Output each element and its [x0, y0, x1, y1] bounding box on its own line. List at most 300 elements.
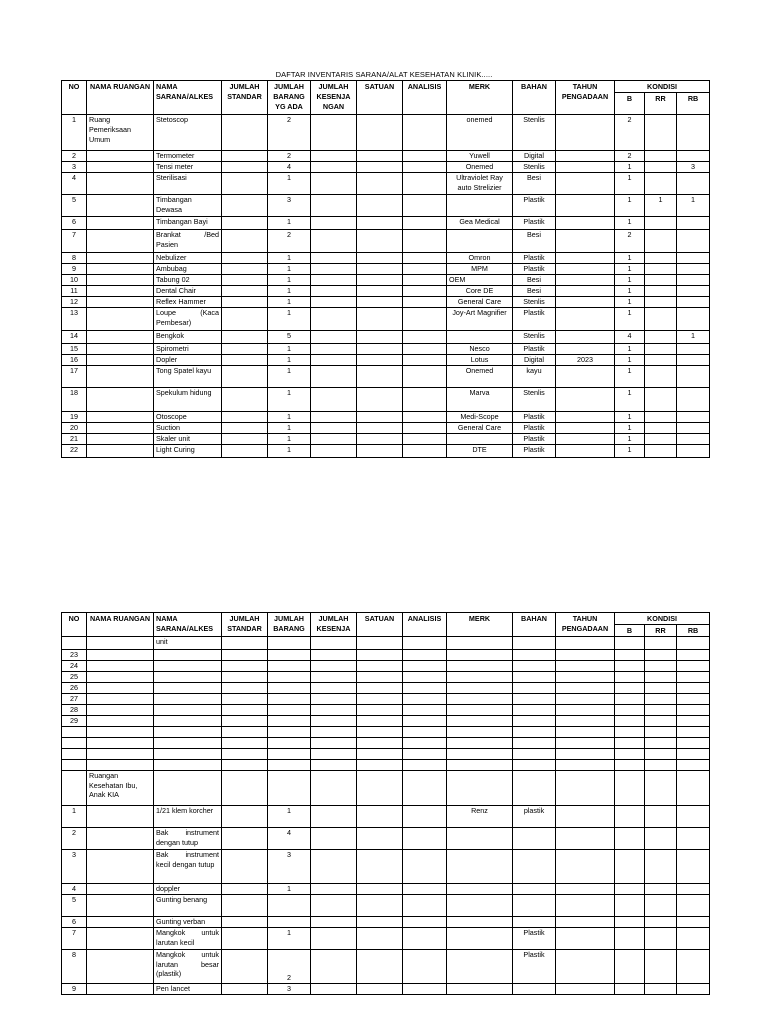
cell-nama-ruangan	[87, 682, 154, 693]
cell-kondisi-b	[615, 715, 645, 726]
cell-jumlah-kesenjangan	[311, 445, 357, 458]
cell-tahun: 2023	[556, 355, 615, 366]
cell-jumlah-standar	[222, 355, 268, 366]
cell-merk: Medi-Scope	[447, 412, 513, 423]
cell-bahan	[513, 671, 556, 682]
cell-tahun	[556, 748, 615, 759]
cell-jumlah-standar	[222, 704, 268, 715]
cell-nama-ruangan	[87, 693, 154, 704]
cell-kondisi-rr	[645, 916, 677, 927]
cell-merk: OEM	[447, 275, 513, 286]
cell-nama-alkes: Gunting benang	[154, 894, 222, 916]
table-row	[62, 412, 710, 423]
cell-kondisi-rr	[645, 827, 677, 849]
header-analisis: ANALISIS	[403, 613, 447, 637]
cell-kondisi-b: 1	[615, 162, 645, 173]
cell-nama-alkes: Brankat /Bed Pasien	[154, 230, 222, 253]
cell-jumlah-kesenjangan	[311, 412, 357, 423]
cell-analisis	[403, 445, 447, 458]
cell-jumlah-standar	[222, 275, 268, 286]
header-bahan: BAHAN	[513, 81, 556, 115]
cell-merk	[447, 660, 513, 671]
cell-jumlah-barang	[268, 759, 311, 770]
cell-no: 14	[62, 331, 87, 344]
cell-tahun	[556, 412, 615, 423]
cell-jumlah-standar	[222, 805, 268, 827]
table-row	[62, 217, 710, 230]
cell-nama-alkes: Sterilisasi	[154, 173, 222, 195]
cell-kondisi-b	[615, 805, 645, 827]
cell-nama-alkes: Loupe (Kaca Pembesar)	[154, 308, 222, 331]
header-tahun-pengadaan: TAHUN PENGADAAN	[556, 613, 615, 637]
cell-analisis	[403, 308, 447, 331]
cell-analisis	[403, 355, 447, 366]
cell-tahun	[556, 983, 615, 994]
cell-jumlah-standar	[222, 344, 268, 355]
cell-kondisi-b: 4	[615, 331, 645, 344]
cell-nama-alkes	[154, 770, 222, 805]
cell-jumlah-kesenjangan	[311, 217, 357, 230]
cell-tahun	[556, 649, 615, 660]
cell-analisis	[403, 423, 447, 434]
cell-no	[62, 748, 87, 759]
cell-merk	[447, 195, 513, 217]
cell-merk	[447, 748, 513, 759]
cell-tahun	[556, 827, 615, 849]
cell-no: 26	[62, 682, 87, 693]
cell-satuan	[357, 927, 403, 949]
cell-kondisi-rb: 1	[677, 331, 710, 344]
cell-nama-ruangan	[87, 297, 154, 308]
table-row	[62, 671, 710, 682]
cell-kondisi-rr	[645, 217, 677, 230]
cell-no: 4	[62, 173, 87, 195]
cell-merk: Onemed	[447, 366, 513, 388]
cell-analisis	[403, 949, 447, 983]
cell-jumlah-standar	[222, 927, 268, 949]
table-row	[62, 344, 710, 355]
cell-nama-ruangan	[87, 704, 154, 715]
table-row	[62, 805, 710, 827]
cell-kondisi-b: 1	[615, 308, 645, 331]
cell-kondisi-rb	[677, 445, 710, 458]
cell-jumlah-standar	[222, 737, 268, 748]
cell-nama-ruangan	[87, 748, 154, 759]
cell-nama-ruangan	[87, 894, 154, 916]
cell-bahan: Plastik	[513, 445, 556, 458]
cell-nama-ruangan	[87, 849, 154, 883]
cell-jumlah-kesenjangan	[311, 344, 357, 355]
header-no: NO	[62, 81, 87, 115]
cell-kondisi-b: 1	[615, 366, 645, 388]
cell-kondisi-rr	[645, 297, 677, 308]
cell-jumlah-standar	[222, 649, 268, 660]
table-row	[62, 682, 710, 693]
table-row	[62, 355, 710, 366]
cell-kondisi-rb	[677, 805, 710, 827]
cell-satuan	[357, 264, 403, 275]
cell-merk: Core DE	[447, 286, 513, 297]
cell-merk	[447, 983, 513, 994]
cell-jumlah-standar	[222, 366, 268, 388]
cell-tahun	[556, 770, 615, 805]
cell-kondisi-rr	[645, 759, 677, 770]
cell-kondisi-rb	[677, 115, 710, 151]
cell-satuan	[357, 693, 403, 704]
cell-tahun	[556, 726, 615, 737]
cell-jumlah-standar	[222, 682, 268, 693]
cell-no	[62, 737, 87, 748]
cell-kondisi-b	[615, 660, 645, 671]
cell-kondisi-rb	[677, 894, 710, 916]
cell-jumlah-standar	[222, 894, 268, 916]
cell-nama-alkes: Mangkok untuk larutan besar (plastik)	[154, 949, 222, 983]
cell-kondisi-b	[615, 927, 645, 949]
cell-jumlah-kesenjangan	[311, 770, 357, 805]
cell-nama-ruangan	[87, 355, 154, 366]
cell-no: 19	[62, 412, 87, 423]
cell-kondisi-rb	[677, 682, 710, 693]
cell-kondisi-b: 1	[615, 412, 645, 423]
cell-satuan	[357, 916, 403, 927]
header-jumlah-barang: JUMLAH BARANG	[268, 613, 311, 637]
cell-analisis	[403, 151, 447, 162]
table-row	[62, 423, 710, 434]
cell-kondisi-b: 1	[615, 195, 645, 217]
cell-kondisi-rr	[645, 286, 677, 297]
cell-jumlah-barang	[268, 770, 311, 805]
cell-nama-alkes: Spirometri	[154, 344, 222, 355]
header-jumlah-standar: JUMLAH STANDAR	[222, 613, 268, 637]
table-row	[62, 388, 710, 412]
cell-satuan	[357, 849, 403, 883]
cell-no: 1	[62, 115, 87, 151]
cell-jumlah-standar	[222, 173, 268, 195]
cell-analisis	[403, 297, 447, 308]
cell-no: 5	[62, 894, 87, 916]
cell-jumlah-kesenjangan	[311, 748, 357, 759]
cell-analisis	[403, 894, 447, 916]
cell-no	[62, 636, 87, 649]
cell-analisis	[403, 366, 447, 388]
cell-kondisi-rb	[677, 636, 710, 649]
cell-nama-ruangan	[87, 737, 154, 748]
cell-merk	[447, 894, 513, 916]
cell-kondisi-b	[615, 649, 645, 660]
cell-merk: General Care	[447, 297, 513, 308]
cell-tahun	[556, 423, 615, 434]
cell-kondisi-b	[615, 737, 645, 748]
cell-kondisi-rb	[677, 366, 710, 388]
cell-merk: Yuwell	[447, 151, 513, 162]
cell-merk: General Care	[447, 423, 513, 434]
cell-kondisi-b	[615, 983, 645, 994]
cell-jumlah-standar	[222, 388, 268, 412]
cell-kondisi-rb	[677, 759, 710, 770]
cell-jumlah-standar	[222, 217, 268, 230]
cell-bahan: Digital	[513, 355, 556, 366]
cell-nama-alkes	[154, 660, 222, 671]
cell-jumlah-barang: 1	[268, 355, 311, 366]
cell-satuan	[357, 275, 403, 286]
cell-kondisi-rb	[677, 275, 710, 286]
cell-kondisi-b: 1	[615, 173, 645, 195]
cell-tahun	[556, 308, 615, 331]
cell-jumlah-standar	[222, 693, 268, 704]
cell-analisis	[403, 726, 447, 737]
cell-jumlah-standar	[222, 827, 268, 849]
cell-jumlah-standar	[222, 715, 268, 726]
cell-bahan: Digital	[513, 151, 556, 162]
cell-kondisi-b	[615, 894, 645, 916]
header-kondisi: KONDISI	[615, 613, 710, 625]
cell-jumlah-standar	[222, 412, 268, 423]
cell-bahan: Stenlis	[513, 115, 556, 151]
cell-jumlah-barang	[268, 715, 311, 726]
table-row	[62, 115, 710, 151]
cell-nama-ruangan	[87, 434, 154, 445]
cell-no: 12	[62, 297, 87, 308]
cell-kondisi-rb	[677, 434, 710, 445]
cell-no: 24	[62, 660, 87, 671]
cell-satuan	[357, 434, 403, 445]
cell-nama-ruangan	[87, 308, 154, 331]
cell-kondisi-rr	[645, 883, 677, 894]
cell-kondisi-rb	[677, 297, 710, 308]
cell-kondisi-rb	[677, 649, 710, 660]
cell-tahun	[556, 173, 615, 195]
cell-satuan	[357, 805, 403, 827]
cell-jumlah-kesenjangan	[311, 983, 357, 994]
header-kondisi-rr: RR	[645, 93, 677, 115]
cell-bahan	[513, 660, 556, 671]
cell-merk: Renz	[447, 805, 513, 827]
cell-satuan	[357, 671, 403, 682]
cell-bahan	[513, 883, 556, 894]
cell-kondisi-rb	[677, 715, 710, 726]
cell-merk	[447, 770, 513, 805]
cell-satuan	[357, 412, 403, 423]
cell-jumlah-kesenjangan	[311, 355, 357, 366]
cell-satuan	[357, 770, 403, 805]
cell-nama-ruangan	[87, 388, 154, 412]
cell-jumlah-barang: 3	[268, 195, 311, 217]
table-row	[62, 660, 710, 671]
cell-satuan	[357, 217, 403, 230]
cell-tahun	[556, 275, 615, 286]
cell-jumlah-kesenjangan	[311, 671, 357, 682]
cell-kondisi-b	[615, 849, 645, 883]
cell-analisis	[403, 927, 447, 949]
cell-satuan	[357, 423, 403, 434]
cell-satuan	[357, 983, 403, 994]
cell-tahun	[556, 331, 615, 344]
table-row	[62, 770, 710, 805]
cell-kondisi-rb	[677, 748, 710, 759]
cell-jumlah-kesenjangan	[311, 759, 357, 770]
cell-tahun	[556, 162, 615, 173]
cell-nama-ruangan	[87, 264, 154, 275]
cell-nama-ruangan	[87, 331, 154, 344]
cell-analisis	[403, 759, 447, 770]
cell-kondisi-rr	[645, 682, 677, 693]
cell-tahun	[556, 366, 615, 388]
table-body-page-1	[62, 115, 710, 458]
cell-bahan	[513, 770, 556, 805]
cell-jumlah-standar	[222, 849, 268, 883]
table-row	[62, 173, 710, 195]
cell-kondisi-b	[615, 827, 645, 849]
cell-kondisi-rr	[645, 894, 677, 916]
cell-nama-ruangan	[87, 660, 154, 671]
cell-nama-alkes: unit	[154, 636, 222, 649]
cell-jumlah-barang: 1	[268, 253, 311, 264]
cell-kondisi-rb	[677, 151, 710, 162]
cell-kondisi-rr	[645, 412, 677, 423]
cell-satuan	[357, 195, 403, 217]
cell-jumlah-barang: 1	[268, 217, 311, 230]
cell-kondisi-rb: 3	[677, 162, 710, 173]
cell-analisis	[403, 253, 447, 264]
cell-jumlah-standar	[222, 748, 268, 759]
header-kondisi-b: B	[615, 625, 645, 637]
cell-kondisi-rr	[645, 151, 677, 162]
cell-jumlah-barang	[268, 726, 311, 737]
cell-tahun	[556, 894, 615, 916]
cell-jumlah-standar	[222, 983, 268, 994]
cell-jumlah-standar	[222, 759, 268, 770]
cell-no: 7	[62, 230, 87, 253]
cell-tahun	[556, 916, 615, 927]
cell-jumlah-kesenjangan	[311, 916, 357, 927]
cell-nama-alkes: Nebulizer	[154, 253, 222, 264]
cell-satuan	[357, 297, 403, 308]
cell-jumlah-standar	[222, 230, 268, 253]
cell-kondisi-rb	[677, 230, 710, 253]
cell-tahun	[556, 693, 615, 704]
cell-bahan: Besi	[513, 173, 556, 195]
cell-nama-alkes: Termometer	[154, 151, 222, 162]
cell-bahan: Plastik	[513, 195, 556, 217]
header-kondisi-rb: RB	[677, 625, 710, 637]
cell-jumlah-barang	[268, 660, 311, 671]
cell-satuan	[357, 704, 403, 715]
cell-nama-ruangan	[87, 983, 154, 994]
cell-satuan	[357, 445, 403, 458]
cell-jumlah-kesenjangan	[311, 173, 357, 195]
cell-nama-ruangan	[87, 916, 154, 927]
cell-no: 4	[62, 883, 87, 894]
cell-tahun	[556, 737, 615, 748]
cell-jumlah-barang	[268, 737, 311, 748]
cell-tahun	[556, 949, 615, 983]
cell-jumlah-kesenjangan	[311, 423, 357, 434]
cell-tahun	[556, 671, 615, 682]
cell-nama-alkes: Dental Chair	[154, 286, 222, 297]
cell-kondisi-b	[615, 770, 645, 805]
cell-nama-ruangan: Ruangan Kesehatan Ibu, Anak KIA	[87, 770, 154, 805]
cell-kondisi-b: 2	[615, 115, 645, 151]
cell-satuan	[357, 636, 403, 649]
cell-nama-ruangan: Ruang Pemeriksaan Umum	[87, 115, 154, 151]
cell-kondisi-rr	[645, 636, 677, 649]
cell-nama-ruangan	[87, 275, 154, 286]
cell-kondisi-rr	[645, 726, 677, 737]
table-row	[62, 759, 710, 770]
cell-jumlah-barang: 4	[268, 827, 311, 849]
cell-kondisi-rb	[677, 671, 710, 682]
cell-no: 7	[62, 927, 87, 949]
cell-tahun	[556, 195, 615, 217]
cell-kondisi-b: 1	[615, 286, 645, 297]
cell-satuan	[357, 827, 403, 849]
cell-kondisi-b: 1	[615, 344, 645, 355]
cell-jumlah-kesenjangan	[311, 805, 357, 827]
cell-no: 9	[62, 264, 87, 275]
cell-jumlah-kesenjangan	[311, 894, 357, 916]
header-jumlah-kesenjangan: JUMLAH KESENJA NGAN	[311, 81, 357, 115]
cell-kondisi-rr	[645, 115, 677, 151]
cell-no: 1	[62, 805, 87, 827]
cell-jumlah-kesenjangan	[311, 253, 357, 264]
cell-jumlah-kesenjangan	[311, 388, 357, 412]
cell-kondisi-b: 1	[615, 445, 645, 458]
cell-satuan	[357, 660, 403, 671]
cell-merk: Marva	[447, 388, 513, 412]
cell-jumlah-standar	[222, 883, 268, 894]
cell-kondisi-rb	[677, 916, 710, 927]
cell-kondisi-rr	[645, 693, 677, 704]
cell-nama-alkes: Light Curing	[154, 445, 222, 458]
cell-bahan: Besi	[513, 230, 556, 253]
cell-merk	[447, 827, 513, 849]
cell-kondisi-b	[615, 704, 645, 715]
cell-jumlah-kesenjangan	[311, 162, 357, 173]
cell-nama-alkes: Mangkok untuk larutan kecil	[154, 927, 222, 949]
cell-jumlah-kesenjangan	[311, 883, 357, 894]
cell-analisis	[403, 660, 447, 671]
header-nama-ruangan: NAMA RUANGAN	[87, 81, 154, 115]
cell-kondisi-b: 1	[615, 297, 645, 308]
cell-bahan: kayu	[513, 366, 556, 388]
cell-nama-ruangan	[87, 649, 154, 660]
cell-jumlah-standar	[222, 660, 268, 671]
cell-kondisi-rr: 1	[645, 195, 677, 217]
cell-no: 18	[62, 388, 87, 412]
cell-bahan	[513, 715, 556, 726]
cell-analisis	[403, 805, 447, 827]
cell-no: 8	[62, 253, 87, 264]
cell-jumlah-barang	[268, 748, 311, 759]
cell-analisis	[403, 388, 447, 412]
cell-jumlah-standar	[222, 297, 268, 308]
cell-analisis	[403, 286, 447, 297]
cell-no: 5	[62, 195, 87, 217]
cell-kondisi-rr	[645, 275, 677, 286]
cell-nama-ruangan	[87, 195, 154, 217]
cell-no: 28	[62, 704, 87, 715]
cell-kondisi-b: 2	[615, 230, 645, 253]
cell-tahun	[556, 849, 615, 883]
cell-nama-ruangan	[87, 949, 154, 983]
cell-jumlah-kesenjangan	[311, 151, 357, 162]
cell-bahan: Stenlis	[513, 331, 556, 344]
cell-kondisi-b: 1	[615, 423, 645, 434]
cell-satuan	[357, 883, 403, 894]
cell-kondisi-rr	[645, 162, 677, 173]
cell-bahan	[513, 636, 556, 649]
cell-merk: onemed	[447, 115, 513, 151]
